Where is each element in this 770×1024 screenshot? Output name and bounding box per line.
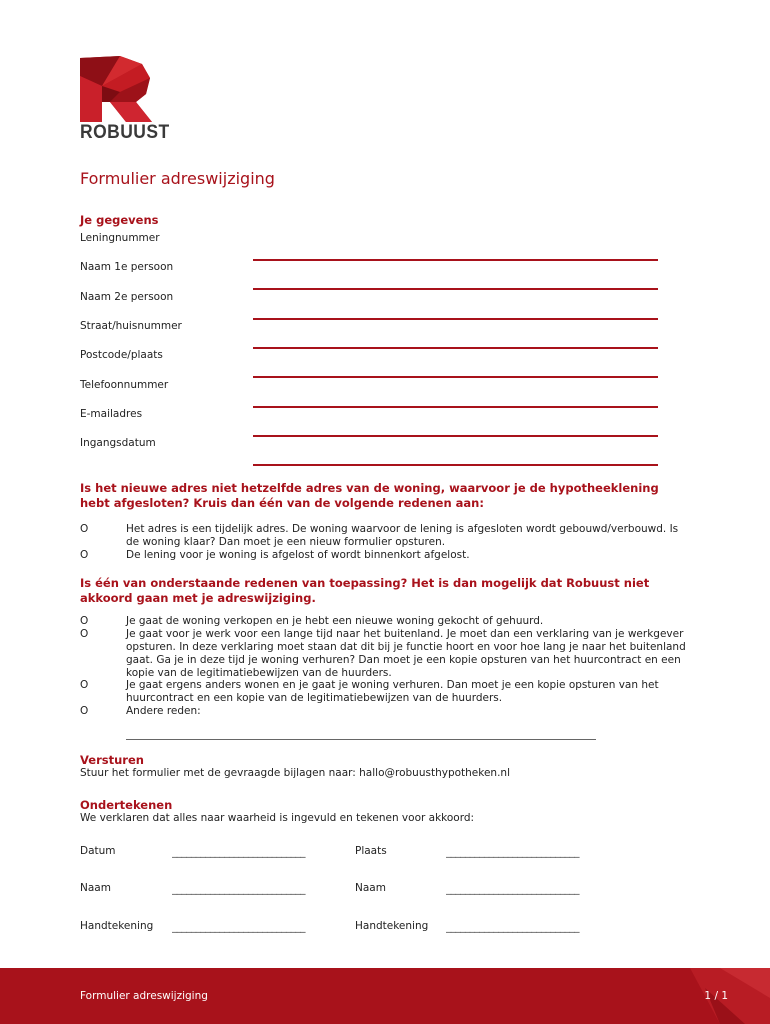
field-input-line-1[interactable]	[253, 259, 658, 261]
field-input-line-3[interactable]	[253, 318, 658, 320]
sign-label-naam-2: Naam	[355, 882, 386, 894]
checkbox-option-1[interactable]: O	[80, 523, 89, 535]
sign-label-plaats: Plaats	[355, 845, 387, 857]
ondertekenen-text: We verklaren dat alles naar waarheid is ingevuld en tekenen voor akkoord:	[80, 812, 475, 824]
field-input-line-8[interactable]	[253, 464, 658, 466]
checkbox-option-2[interactable]: O	[80, 549, 89, 561]
page-footer	[0, 968, 770, 1024]
page-number: 1 / 1	[704, 990, 728, 1002]
field-label-2: Naam 1e persoon	[80, 261, 174, 273]
sign-label-handtekening-1: Handtekening	[80, 920, 154, 932]
reason-3-text: Je gaat ergens anders wonen en je gaat je woning verhuren. Dan moet je een kopie opsturen van het huurcontract en een kopie van de legitimatiebewijzen van de huurders.	[126, 679, 659, 704]
page-title: Formulier adreswijziging	[80, 169, 275, 188]
checkbox-reason-3[interactable]: O	[80, 679, 89, 691]
section-heading-adres: Is het nieuwe adres niet hetzelfde adres van de woning, waarvoor je de hypotheeklening hebt afgesloten? Kruis dan één van de volgende redenen aan:	[80, 481, 659, 510]
versturen-text: Stuur het formulier met de gevraagde bijlagen naar: hallo@robuusthypotheken.nl	[80, 767, 510, 779]
field-label-6: Telefoonnummer	[80, 379, 169, 391]
field-label-1: Leningnummer	[80, 232, 160, 244]
field-label-5: Postcode/plaats	[80, 349, 163, 361]
sign-label-naam-1: Naam	[80, 882, 111, 894]
plaats-input[interactable]: ____________________________	[446, 846, 579, 858]
handtekening-1-input[interactable]: ____________________________	[172, 921, 305, 933]
robuust-r-logo-icon	[80, 56, 152, 122]
checkbox-reason-2[interactable]: O	[80, 628, 89, 640]
reason-2-text: Je gaat voor je werk voor een lange tijd naar het buitenland. Je moet dan een verklaring van je werkgever opsturen. In deze verklaring moet staan dat dit bij je functie hoort en voor hoe lang je naar het buitenland gaat. Ga je in deze tijd je woning verhuren? Dan moet je een kopie opsturen van het huurcontract en een kopie van de legitimatiebewijzen van de huurders.	[126, 628, 686, 679]
section-heading-versturen: Versturen	[80, 753, 144, 767]
brand-name: ROBUUST	[80, 122, 170, 143]
naam-1-input[interactable]: ____________________________	[172, 883, 305, 895]
option-1-text: Het adres is een tijdelijk adres. De woning waarvoor de lening is afgesloten wordt gebouwd/verbouwd. Is de woning klaar? Dan moet je een nieuw formulier opsturen.	[126, 523, 679, 548]
section-heading-ondertekenen: Ondertekenen	[80, 798, 173, 812]
field-label-8: Ingangsdatum	[80, 437, 156, 449]
sign-label-handtekening-2: Handtekening	[355, 920, 429, 932]
handtekening-2-input[interactable]: ____________________________	[446, 921, 579, 933]
field-input-line-2[interactable]	[253, 288, 658, 290]
robuust-logo	[80, 56, 170, 143]
section-heading-redenen: Is één van onderstaande redenen van toepassing? Het is dan mogelijk dat Robuust niet akkoord gaan met je adreswijziging.	[80, 576, 650, 605]
option-2-text: De lening voor je woning is afgelost of wordt binnenkort afgelost.	[126, 549, 470, 561]
field-label-4: Straat/huisnummer	[80, 320, 182, 332]
field-input-line-7[interactable]	[253, 435, 658, 437]
reason-4-text: Andere reden:	[126, 705, 201, 717]
reason-1-text: Je gaat de woning verkopen en je hebt een nieuwe woning gekocht of gehuurd.	[126, 615, 544, 627]
sign-label-datum: Datum	[80, 845, 116, 857]
andere-reden-input[interactable]	[126, 729, 596, 740]
naam-2-input[interactable]: ____________________________	[446, 883, 579, 895]
checkbox-reason-4[interactable]: O	[80, 705, 89, 717]
field-input-line-4[interactable]	[253, 347, 658, 349]
datum-input[interactable]: ____________________________	[172, 846, 305, 858]
field-input-line-5[interactable]	[253, 376, 658, 378]
field-input-line-6[interactable]	[253, 406, 658, 408]
field-label-3: Naam 2e persoon	[80, 291, 174, 303]
footer-title: Formulier adreswijziging	[80, 990, 208, 1002]
checkbox-reason-1[interactable]: O	[80, 615, 89, 627]
field-label-7: E-mailadres	[80, 408, 143, 420]
section-heading-gegevens: Je gegevens	[80, 213, 159, 227]
